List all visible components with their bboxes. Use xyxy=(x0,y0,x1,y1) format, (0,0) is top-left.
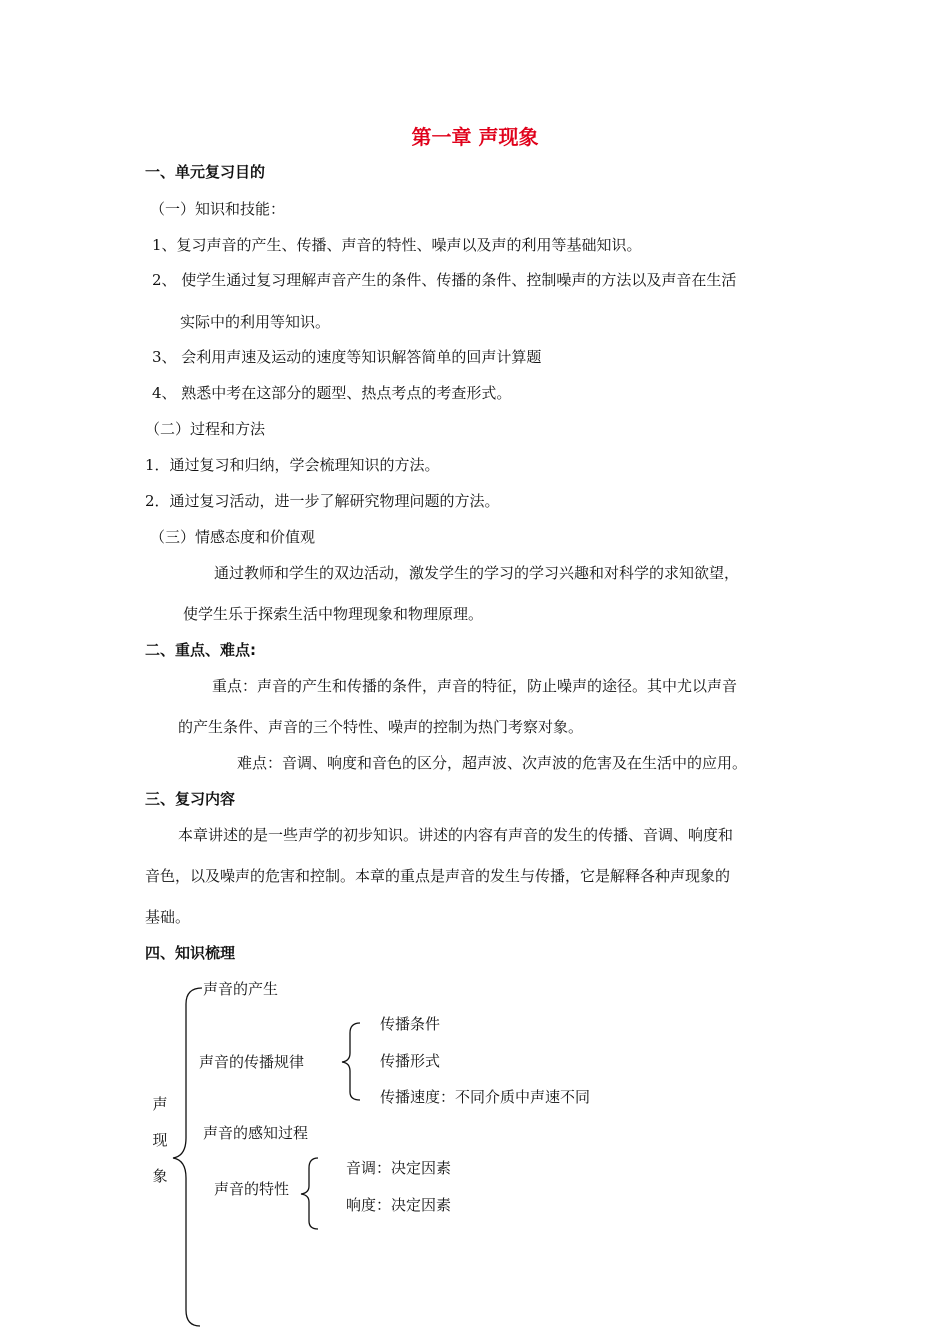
content-line-1: 本章讲述的是一些声学的初步知识。讲述的内容有声音的发生的传播、音调、响度和 xyxy=(178,826,734,844)
goal-item-1: 1、复习声音的产生、传播、声音的特性、噪声以及声的利用等基础知识。 xyxy=(152,236,642,254)
content-line-2: 音色，以及噪声的危害和控制。本章的重点是声音的发生与传播，它是解释各种声现象的 xyxy=(145,867,731,885)
root-char-2: 现 xyxy=(152,1131,168,1149)
root-brace xyxy=(173,988,202,1326)
tree-leaf-propagation-condition: 传播条件 xyxy=(380,1015,441,1033)
process-item-1: 1．通过复习和归纳，学会梳理知识的方法。 xyxy=(145,456,440,474)
goal-item-3: 3、 会利用声速及运动的速度等知识解答简单的回声计算题 xyxy=(152,348,542,366)
section-heading-knowledge-map: 四、知识梳理 xyxy=(145,944,236,962)
tree-leaf-pitch: 音调：决定因素 xyxy=(346,1159,452,1177)
tree-node-sound-production: 声音的产生 xyxy=(203,980,279,998)
subheading-knowledge-skills: （一）知识和技能： xyxy=(150,200,286,218)
tree-leaf-loudness: 响度：决定因素 xyxy=(346,1196,452,1214)
section-heading-content: 三、复习内容 xyxy=(145,790,236,808)
tree-node-sound-perception: 声音的感知过程 xyxy=(203,1124,309,1142)
content-line-3: 基础。 xyxy=(145,908,191,926)
goal-item-4: 4、 熟悉中考在这部分的题型、热点考点的考查形式。 xyxy=(152,384,512,402)
goal-item-2-line1: 2、 使学生通过复习理解声音产生的条件、传播的条件、控制噪声的方法以及声音在生活 xyxy=(152,271,737,289)
goal-item-2-line2: 实际中的利用等知识。 xyxy=(180,313,331,331)
tree-node-sound-propagation: 声音的传播规律 xyxy=(199,1053,305,1071)
section-heading-key-points: 二、重点、难点: xyxy=(145,641,256,659)
tree-leaf-propagation-speed: 传播速度：不同介质中声速不同 xyxy=(380,1088,591,1106)
key-point-line-2: 的产生条件、声音的三个特性、噪声的控制为热门考察对象。 xyxy=(178,718,584,736)
subheading-process-method: （二）过程和方法 xyxy=(145,420,266,438)
propagation-brace xyxy=(342,1023,360,1100)
attitude-line-1: 通过教师和学生的双边活动，激发学生的学习的学习兴趣和对科学的求知欲望， xyxy=(214,564,740,582)
process-item-2: 2．通过复习活动，进一步了解研究物理问题的方法。 xyxy=(145,492,500,510)
root-char-1: 声 xyxy=(152,1095,168,1113)
tree-root-label xyxy=(150,1086,170,1194)
page-title: 第一章 声现象 xyxy=(411,125,539,149)
subheading-attitude-values: （三）情感态度和价值观 xyxy=(150,528,316,546)
key-point-line-1: 重点：声音的产生和传播的条件，声音的特征，防止噪声的途径。其中尤以声音 xyxy=(212,677,738,695)
tree-leaf-propagation-form: 传播形式 xyxy=(380,1052,441,1070)
characteristics-brace xyxy=(301,1158,318,1229)
difficult-point-line: 难点：音调、响度和音色的区分，超声波、次声波的危害及在生活中的应用。 xyxy=(237,754,748,772)
tree-node-sound-characteristics: 声音的特性 xyxy=(214,1180,290,1198)
attitude-line-2: 使学生乐于探索生活中物理现象和物理原理。 xyxy=(183,605,484,623)
section-heading-goals: 一、单元复习目的 xyxy=(145,163,266,181)
root-char-3: 象 xyxy=(152,1167,168,1185)
